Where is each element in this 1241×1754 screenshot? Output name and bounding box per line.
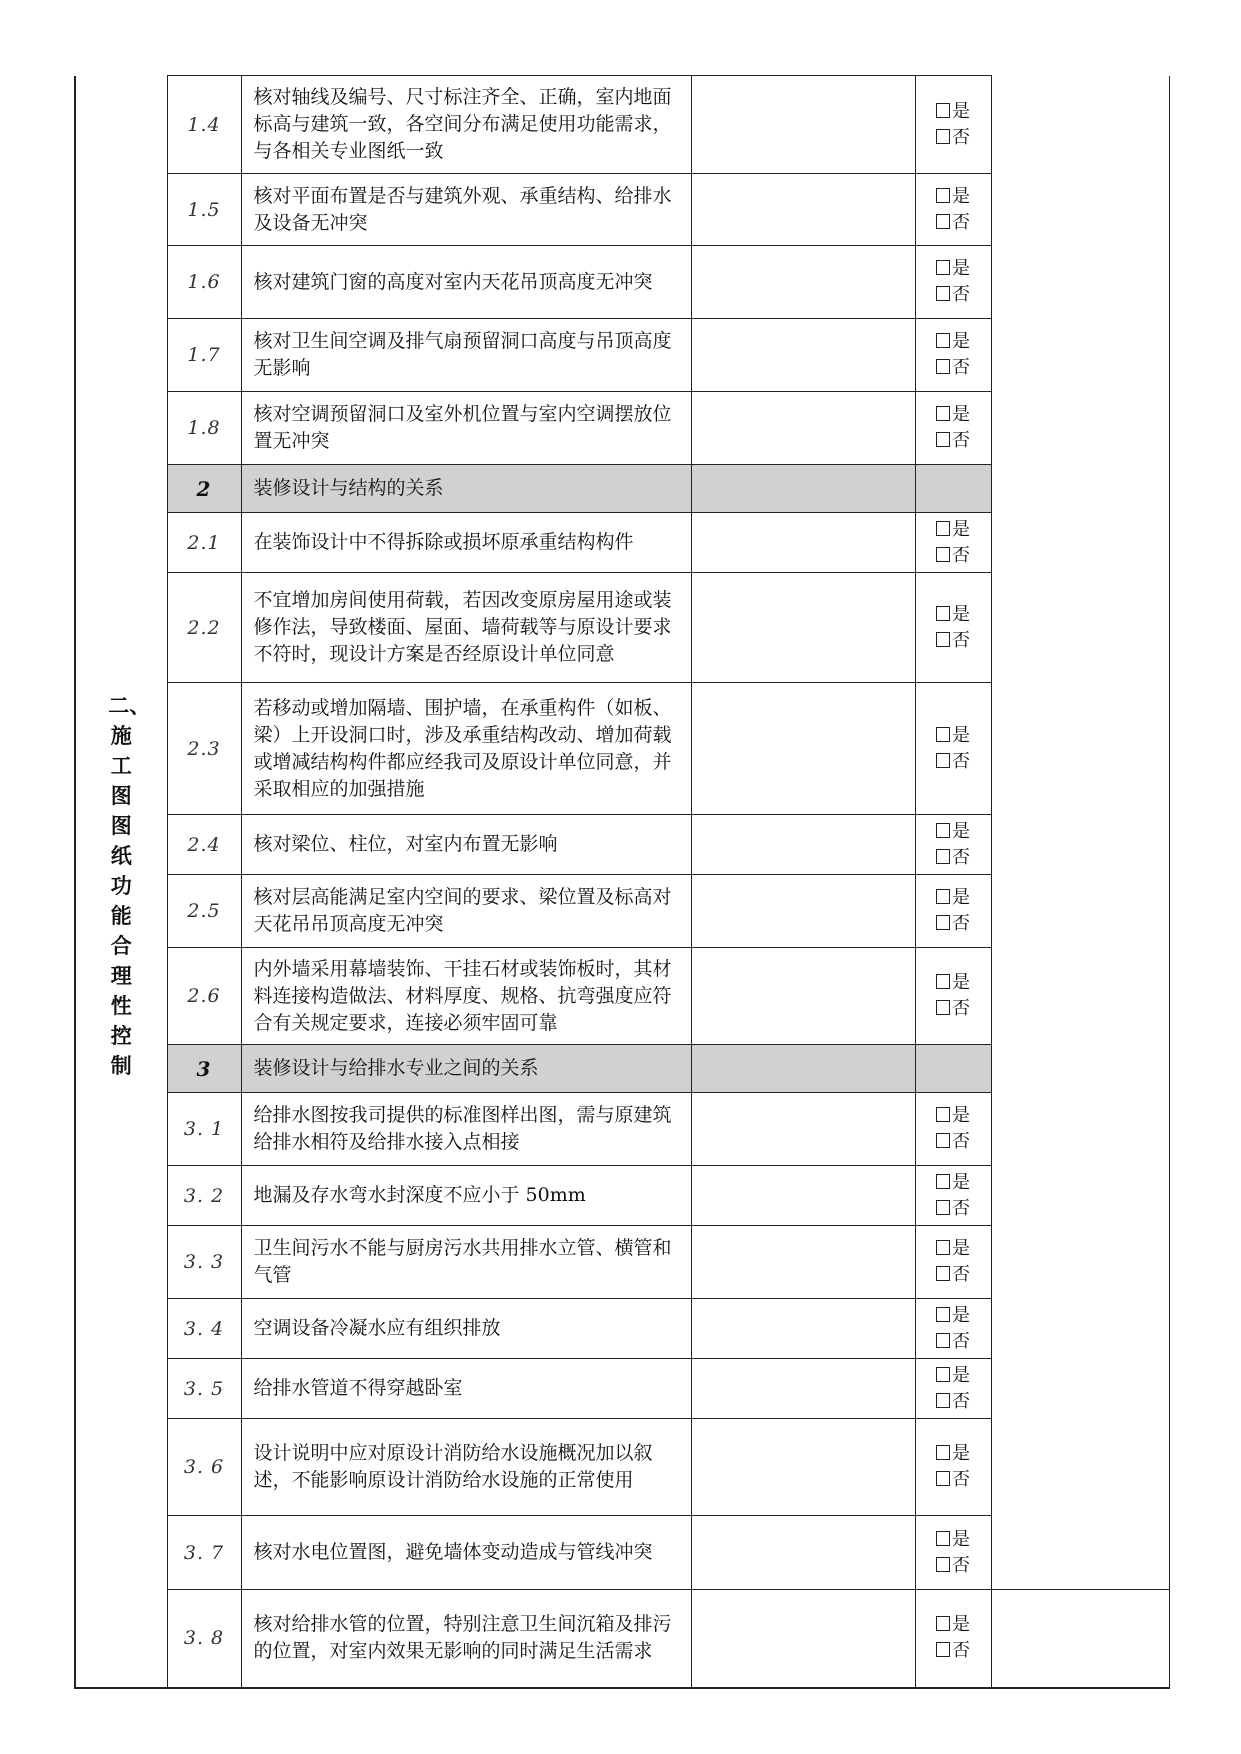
outer-column-cell xyxy=(991,1516,1169,1590)
item-description: 若移动或增加隔墙、围护墙，在承重构件（如板、梁）上开设洞口时，涉及承重结构改动、增加荷载或增减结构构件都应经我司及原设计单位同意，并采取相应的加强措施 xyxy=(241,683,691,815)
checklist-row xyxy=(75,246,1169,319)
yes-option[interactable] xyxy=(916,1612,991,1638)
no-label: 否 xyxy=(952,1469,970,1490)
yes-label: 是 xyxy=(952,887,970,908)
no-option[interactable] xyxy=(916,1467,991,1493)
no-option[interactable] xyxy=(916,1553,991,1579)
yes-label: 是 xyxy=(952,724,970,746)
checkbox-yes[interactable] xyxy=(936,188,950,203)
no-option[interactable] xyxy=(916,1129,991,1155)
no-label: 否 xyxy=(952,1131,970,1152)
no-option[interactable] xyxy=(916,911,991,937)
checkbox-no[interactable] xyxy=(936,129,950,144)
item-description: 设计说明中应对原设计消防给水设施概况加以叙述，不能影响原设计消防给水设施的正常使用 xyxy=(241,1419,691,1516)
yes-option[interactable] xyxy=(916,1527,991,1553)
item-description: 核对卫生间空调及排气扇预留洞口高度与吊顶高度无影响 xyxy=(241,319,691,392)
remarks-cell[interactable] xyxy=(691,948,915,1045)
checkbox-no[interactable] xyxy=(936,753,950,768)
yes-no-cell xyxy=(915,246,991,319)
no-option[interactable] xyxy=(916,125,991,151)
yes-no-cell xyxy=(915,1419,991,1516)
checkbox-yes[interactable] xyxy=(936,1367,950,1382)
checkbox-no[interactable] xyxy=(936,359,950,374)
item-number: 2.6 xyxy=(167,948,241,1045)
yes-no-cell xyxy=(915,573,991,683)
yes-option[interactable] xyxy=(916,602,991,628)
yes-label: 是 xyxy=(952,603,970,625)
yes-label: 是 xyxy=(952,1105,970,1126)
checklist-row xyxy=(75,948,1169,1045)
no-label: 否 xyxy=(952,126,970,148)
category-row xyxy=(75,465,1169,513)
checklist-row xyxy=(75,1299,1169,1359)
checkbox-no[interactable] xyxy=(936,632,950,647)
yes-no-cell xyxy=(915,1226,991,1299)
no-option[interactable] xyxy=(916,355,991,381)
no-label: 否 xyxy=(952,284,970,305)
yes-no-cell xyxy=(915,948,991,1045)
checkbox-no[interactable] xyxy=(936,849,950,864)
item-number: 1.5 xyxy=(167,174,241,246)
yes-option[interactable] xyxy=(916,1303,991,1329)
yes-label: 是 xyxy=(952,1238,970,1259)
yes-option[interactable] xyxy=(916,1363,991,1389)
remarks-cell[interactable] xyxy=(691,815,915,875)
remarks-cell[interactable] xyxy=(691,246,915,319)
remarks-cell[interactable] xyxy=(691,573,915,683)
checkbox-yes[interactable] xyxy=(936,606,950,621)
checkbox-yes[interactable] xyxy=(936,1307,950,1322)
checkbox-no[interactable] xyxy=(936,1393,950,1408)
yes-label: 是 xyxy=(952,331,970,352)
outer-column-cell xyxy=(991,1359,1169,1419)
checkbox-yes[interactable] xyxy=(936,1240,950,1255)
item-number: 3 xyxy=(167,1045,241,1093)
yes-no-cell xyxy=(915,1590,991,1688)
checkbox-no[interactable] xyxy=(936,1133,950,1148)
no-option[interactable] xyxy=(916,845,991,871)
remarks-cell[interactable] xyxy=(691,1166,915,1226)
checkbox-no[interactable] xyxy=(936,1557,950,1572)
checklist-row xyxy=(75,683,1169,815)
yes-option[interactable] xyxy=(916,970,991,996)
checklist-row xyxy=(75,1093,1169,1166)
no-option[interactable] xyxy=(916,749,991,775)
remarks-cell[interactable] xyxy=(691,683,915,815)
item-number: 3. 8 xyxy=(167,1590,241,1688)
item-description: 给排水管道不得穿越卧室 xyxy=(241,1359,691,1419)
item-number: 1.7 xyxy=(167,319,241,392)
remarks-cell[interactable] xyxy=(691,319,915,392)
yes-label: 是 xyxy=(952,1364,970,1386)
remarks-cell[interactable] xyxy=(691,513,915,573)
yes-option[interactable] xyxy=(916,517,991,543)
section-label-cell xyxy=(75,76,167,1688)
checkbox-no[interactable] xyxy=(936,214,950,229)
checkbox-yes[interactable] xyxy=(936,727,950,742)
item-number: 1.8 xyxy=(167,392,241,465)
remarks-cell[interactable] xyxy=(691,1226,915,1299)
item-number: 2.4 xyxy=(167,815,241,875)
yes-option[interactable] xyxy=(916,1103,991,1129)
item-description: 卫生间污水不能与厨房污水共用排水立管、横管和气管 xyxy=(241,1226,691,1299)
remarks-cell[interactable] xyxy=(691,1045,915,1093)
item-description: 内外墙采用幕墙装饰、干挂石材或装饰板时，其材料连接构造做法、材料厚度、规格、抗弯强度应符合有关规定要求，连接必须牢固可靠 xyxy=(241,948,691,1045)
no-option[interactable] xyxy=(916,282,991,308)
yes-no-cell xyxy=(915,1045,991,1093)
yes-option[interactable] xyxy=(916,99,991,125)
checkbox-yes[interactable] xyxy=(936,260,950,275)
no-label: 否 xyxy=(952,1554,970,1576)
item-description: 核对给排水管的位置，特别注意卫生间沉箱及排污的位置，对室内效果无影响的同时满足生活需求 xyxy=(241,1590,691,1688)
remarks-cell[interactable] xyxy=(691,1516,915,1590)
yes-option[interactable] xyxy=(916,819,991,845)
yes-no-cell xyxy=(915,1166,991,1226)
item-number: 3. 7 xyxy=(167,1516,241,1590)
item-description: 核对层高能满足室内空间的要求、梁位置及标高对天花吊吊顶高度无冲突 xyxy=(241,875,691,948)
item-number: 3. 1 xyxy=(167,1093,241,1166)
no-label: 否 xyxy=(952,430,970,451)
checklist-row xyxy=(75,573,1169,683)
no-option[interactable] xyxy=(916,1389,991,1415)
item-number: 1.4 xyxy=(167,76,241,174)
remarks-cell[interactable] xyxy=(691,465,915,513)
item-description: 核对空调预留洞口及室外机位置与室内空调摆放位置无冲突 xyxy=(241,392,691,465)
item-number: 2.1 xyxy=(167,513,241,573)
checklist-table xyxy=(74,75,1170,1689)
outer-column-cell xyxy=(991,174,1169,246)
checkbox-no[interactable] xyxy=(936,547,950,562)
checklist-row xyxy=(75,174,1169,246)
item-number: 3. 5 xyxy=(167,1359,241,1419)
yes-no-cell xyxy=(915,465,991,513)
item-description: 核对梁位、柱位，对室内布置无影响 xyxy=(241,815,691,875)
item-description: 不宜增加房间使用荷载，若因改变原房屋用途或装修作法，导致楼面、屋面、墙荷载等与原设计要求不符时，现设计方案是否经原设计单位同意 xyxy=(241,573,691,683)
no-label: 否 xyxy=(952,1264,970,1285)
yes-label: 是 xyxy=(952,820,970,842)
outer-column-cell xyxy=(991,1045,1169,1093)
category-title: 装修设计与给排水专业之间的关系 xyxy=(241,1045,691,1093)
outer-column-cell xyxy=(991,683,1169,815)
yes-no-cell xyxy=(915,513,991,573)
checklist-row xyxy=(75,1590,1169,1688)
yes-option[interactable] xyxy=(916,1441,991,1467)
yes-option[interactable] xyxy=(916,885,991,911)
no-option[interactable] xyxy=(916,428,991,454)
checklist-row xyxy=(75,1359,1169,1419)
checklist-row xyxy=(75,319,1169,392)
checklist-row xyxy=(75,392,1169,465)
item-number: 3. 6 xyxy=(167,1419,241,1516)
checkbox-no[interactable] xyxy=(936,915,950,930)
remarks-cell[interactable] xyxy=(691,1093,915,1166)
yes-option[interactable] xyxy=(916,402,991,428)
item-number: 3. 4 xyxy=(167,1299,241,1359)
category-row xyxy=(75,1045,1169,1093)
no-option[interactable] xyxy=(916,1638,991,1664)
remarks-cell[interactable] xyxy=(691,1359,915,1419)
yes-no-cell xyxy=(915,392,991,465)
item-number: 2 xyxy=(167,465,241,513)
item-number: 3. 3 xyxy=(167,1226,241,1299)
no-label: 否 xyxy=(952,750,970,772)
checkbox-no[interactable] xyxy=(936,1266,950,1281)
item-description: 地漏及存水弯水封深度不应小于 50mm xyxy=(241,1166,691,1226)
outer-column-cell xyxy=(991,246,1169,319)
no-label: 否 xyxy=(952,1330,970,1352)
checkbox-yes[interactable] xyxy=(936,1107,950,1122)
yes-option[interactable] xyxy=(916,256,991,282)
no-label: 否 xyxy=(952,357,970,378)
outer-column-cell xyxy=(991,875,1169,948)
remarks-cell[interactable] xyxy=(691,76,915,174)
yes-label: 是 xyxy=(952,1304,970,1326)
no-option[interactable] xyxy=(916,210,991,236)
yes-label: 是 xyxy=(952,1614,970,1636)
yes-no-cell xyxy=(915,1516,991,1590)
remarks-cell[interactable] xyxy=(691,174,915,246)
no-label: 否 xyxy=(952,1640,970,1662)
yes-no-cell xyxy=(915,319,991,392)
remarks-cell[interactable] xyxy=(691,392,915,465)
category-title: 装修设计与结构的关系 xyxy=(241,465,691,513)
yes-no-cell xyxy=(915,875,991,948)
checkbox-yes[interactable] xyxy=(936,1616,950,1631)
yes-option[interactable] xyxy=(916,329,991,355)
no-label: 否 xyxy=(952,629,970,651)
item-number: 2.5 xyxy=(167,875,241,948)
checkbox-no[interactable] xyxy=(936,1642,950,1657)
no-label: 否 xyxy=(952,913,970,934)
outer-column-cell xyxy=(991,319,1169,392)
checkbox-yes[interactable] xyxy=(936,1531,950,1546)
item-number: 2.2 xyxy=(167,573,241,683)
no-label: 否 xyxy=(952,1390,970,1412)
checkbox-no[interactable] xyxy=(936,1333,950,1348)
remarks-cell[interactable] xyxy=(691,1299,915,1359)
no-option[interactable] xyxy=(916,1196,991,1222)
remarks-cell[interactable] xyxy=(691,1419,915,1516)
yes-no-cell xyxy=(915,1359,991,1419)
yes-no-cell xyxy=(915,683,991,815)
outer-column-cell xyxy=(991,1093,1169,1166)
remarks-cell[interactable] xyxy=(691,875,915,948)
no-label: 否 xyxy=(952,998,970,1019)
no-label: 否 xyxy=(952,211,970,233)
no-option[interactable] xyxy=(916,628,991,654)
no-label: 否 xyxy=(952,1197,970,1219)
yes-no-cell xyxy=(915,815,991,875)
yes-label: 是 xyxy=(952,1171,970,1193)
checklist-row xyxy=(75,1516,1169,1590)
checkbox-yes[interactable] xyxy=(936,1445,950,1460)
checklist-sheet xyxy=(74,75,1170,1689)
checkbox-yes[interactable] xyxy=(936,521,950,536)
outer-column-cell xyxy=(991,465,1169,513)
yes-label: 是 xyxy=(952,1528,970,1550)
yes-no-cell xyxy=(915,174,991,246)
section-label: 二、施工图图纸功能合理性控制 xyxy=(108,694,151,1078)
yes-option[interactable] xyxy=(916,1236,991,1262)
item-number: 3. 2 xyxy=(167,1166,241,1226)
yes-no-cell xyxy=(915,1299,991,1359)
yes-label: 是 xyxy=(952,100,970,122)
item-description: 核对建筑门窗的高度对室内天花吊顶高度无冲突 xyxy=(241,246,691,319)
outer-column-cell xyxy=(991,1166,1169,1226)
checkbox-yes[interactable] xyxy=(936,103,950,118)
checklist-row xyxy=(75,875,1169,948)
yes-label: 是 xyxy=(952,972,970,993)
no-option[interactable] xyxy=(916,996,991,1022)
checkbox-yes[interactable] xyxy=(936,889,950,904)
checkbox-yes[interactable] xyxy=(936,823,950,838)
yes-option[interactable] xyxy=(916,723,991,749)
outer-column-cell xyxy=(991,815,1169,875)
outer-column-cell xyxy=(991,392,1169,465)
yes-option[interactable] xyxy=(916,1170,991,1196)
item-number: 2.3 xyxy=(167,683,241,815)
item-description: 空调设备冷凝水应有组织排放 xyxy=(241,1299,691,1359)
checkbox-yes[interactable] xyxy=(936,974,950,989)
yes-no-cell xyxy=(915,76,991,174)
outer-column-cell xyxy=(991,1419,1169,1516)
checkbox-yes[interactable] xyxy=(936,1174,950,1189)
yes-label: 是 xyxy=(952,404,970,425)
checkbox-no[interactable] xyxy=(936,1200,950,1215)
yes-no-cell xyxy=(915,1093,991,1166)
item-description: 核对轴线及编号、尺寸标注齐全、正确，室内地面标高与建筑一致，各空间分布满足使用功能需求，与各相关专业图纸一致 xyxy=(241,76,691,174)
checkbox-no[interactable] xyxy=(936,1000,950,1015)
yes-label: 是 xyxy=(952,518,970,540)
outer-column-cell xyxy=(991,1299,1169,1359)
checklist-row xyxy=(75,1166,1169,1226)
checklist-row xyxy=(75,815,1169,875)
remarks-cell[interactable] xyxy=(691,1590,915,1688)
checkbox-yes[interactable] xyxy=(936,333,950,348)
yes-label: 是 xyxy=(952,258,970,279)
checklist-row xyxy=(75,1419,1169,1516)
no-label: 否 xyxy=(952,544,970,566)
yes-label: 是 xyxy=(952,1443,970,1464)
item-description: 核对水电位置图，避免墙体变动造成与管线冲突 xyxy=(241,1516,691,1590)
outer-column-cell xyxy=(991,513,1169,573)
checkbox-yes[interactable] xyxy=(936,406,950,421)
outer-column-cell xyxy=(991,1226,1169,1299)
checkbox-no[interactable] xyxy=(936,1471,950,1486)
outer-column-cell xyxy=(991,948,1169,1045)
no-option[interactable] xyxy=(916,543,991,569)
checklist-row xyxy=(75,76,1169,174)
yes-option[interactable] xyxy=(916,184,991,210)
no-option[interactable] xyxy=(916,1329,991,1355)
no-label: 否 xyxy=(952,846,970,868)
checkbox-no[interactable] xyxy=(936,432,950,447)
item-description: 核对平面布置是否与建筑外观、承重结构、给排水及设备无冲突 xyxy=(241,174,691,246)
no-option[interactable] xyxy=(916,1262,991,1288)
item-description: 给排水图按我司提供的标准图样出图，需与原建筑给排水相符及给排水接入点相接 xyxy=(241,1093,691,1166)
outer-column-cell xyxy=(991,76,1169,174)
yes-label: 是 xyxy=(952,185,970,207)
item-number: 1.6 xyxy=(167,246,241,319)
checklist-row xyxy=(75,1226,1169,1299)
checklist-row xyxy=(75,513,1169,573)
outer-column-cell xyxy=(991,573,1169,683)
outer-column-cell xyxy=(991,1590,1169,1688)
item-description: 在装饰设计中不得拆除或损坏原承重结构构件 xyxy=(241,513,691,573)
checkbox-no[interactable] xyxy=(936,286,950,301)
